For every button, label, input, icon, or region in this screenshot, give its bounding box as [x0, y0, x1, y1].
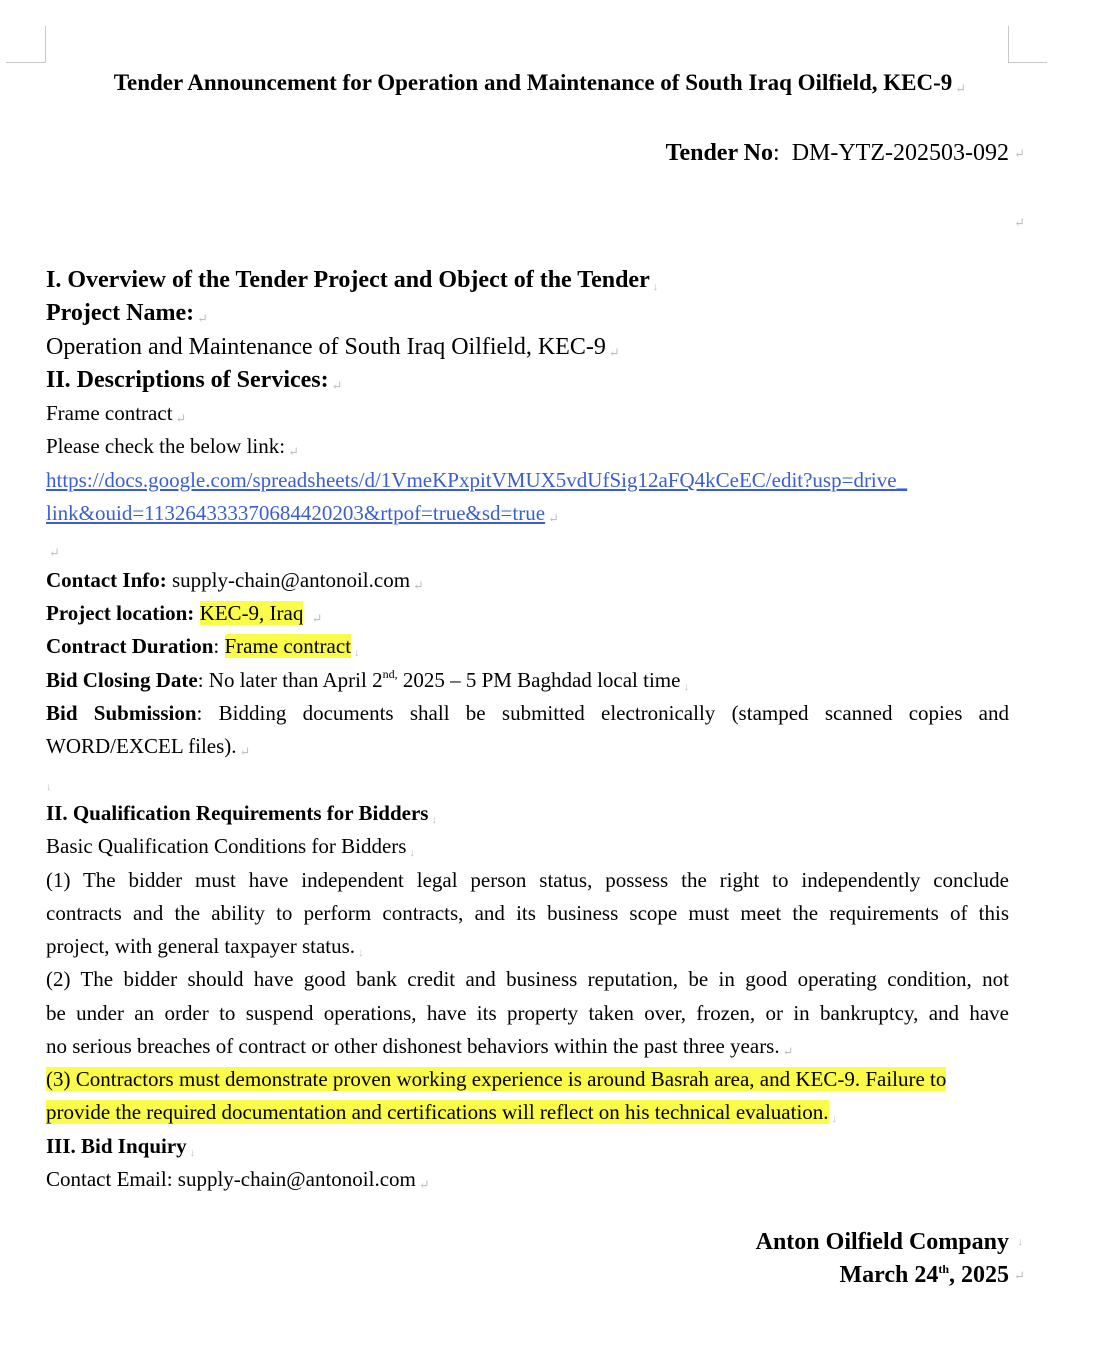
paragraph-mark-icon: ↵	[331, 378, 343, 393]
line-break-icon: ↓	[652, 281, 659, 293]
requirement-2-line-3: no serious breaches of contract or other dishonest behaviors within the past three years. ↵	[46, 1034, 794, 1059]
line-break-icon: ↓	[409, 847, 415, 859]
requirement-1-line-3: project, with general taxpayer status. ↓	[46, 934, 364, 959]
qualification-heading: II. Qualification Requirements for Bidders ↓	[46, 801, 437, 826]
paragraph-mark-icon: ↵	[288, 444, 299, 459]
signature-company: Anton Oilfield Company ↓	[46, 1226, 1009, 1259]
paragraph-mark-icon: ↵	[239, 744, 251, 759]
bid-closing-date: Bid Closing Date: No later than April $2^{nd,}$ 2025 – 5 PM Baghdad local time ↓	[46, 667, 689, 693]
signature-date: March 24th, 2025 ↵	[46, 1259, 1009, 1292]
bid-submission-line-1: Bid Submission: Bidding documents shall be submitted electronically (stamped scanned copies and	[46, 701, 1009, 725]
spreadsheet-link-line-1[interactable]: https://docs.google.com/spreadsheets/d/1VmeKPxpitVMUX5vdUfSig12aFQ4kCeEC/edit?usp=drive_	[46, 468, 908, 492]
paragraph-mark-icon: ↵	[782, 1044, 794, 1059]
paragraph-mark-icon: ↵	[1014, 215, 1025, 230]
requirement-2-line-1: (2) The bidder should have good bank credit and business reputation, be in good operating condition, not	[46, 967, 1009, 991]
qualification-subheading: Basic Qualification Conditions for Bidders ↓	[46, 834, 415, 859]
paragraph-mark-icon: ↵	[311, 611, 323, 626]
contact-info: Contact Info: supply-chain@antonoil.com ↵	[46, 568, 424, 593]
section-services-heading: II. Descriptions of Services: ↵	[46, 367, 343, 393]
tender-number: Tender No: DM-YTZ-202503-092 ↵	[46, 137, 1009, 170]
requirement-3-line-2: provide the required documentation and certifications will reflect on his technical evaluation. ↓	[46, 1100, 838, 1125]
paragraph-mark-icon: ↵	[608, 345, 620, 360]
line-break-icon: ↓	[431, 814, 437, 826]
project-name-value: Operation and Maintenance of South Iraq Oilfield, KEC-9 ↵	[46, 334, 620, 360]
paragraph-mark-icon: ↵	[1014, 1268, 1025, 1283]
paragraph-mark-icon: ↵	[548, 511, 559, 526]
section-overview-heading: I. Overview of the Tender Project and Object of the Tender ↓	[46, 267, 659, 293]
contract-duration: Contract Duration: Frame contract ↓	[46, 634, 360, 659]
line-break-icon: ↓	[831, 1113, 838, 1125]
paragraph-mark-icon: ↵	[955, 81, 967, 96]
contact-email: Contact Email: supply-chain@antonoil.com ↵	[46, 1167, 430, 1192]
requirement-2-line-2: be under an order to suspend operations, have its property taken over, frozen, or in bankruptcy, and have	[46, 1001, 1009, 1025]
crop-mark-top-right	[1008, 26, 1047, 63]
line-break-icon: ↓	[46, 781, 52, 793]
requirement-1-line-2: contracts and the ability to perform contracts, and its business scope must meet the requirements of this	[46, 901, 1009, 925]
project-name-label: Project Name: ↵	[46, 300, 209, 326]
paragraph-mark-icon: ↵	[418, 1177, 430, 1192]
bid-inquiry-heading: III. Bid Inquiry ↓	[46, 1134, 196, 1159]
paragraph-mark-icon: ↵	[49, 545, 60, 560]
bid-submission-line-2: WORD/EXCEL files). ↵	[46, 734, 251, 759]
check-link-text: Please check the below link: ↵	[46, 434, 299, 459]
paragraph-mark-icon: ↵	[175, 411, 187, 426]
crop-mark-top-left	[6, 26, 46, 63]
line-break-icon: ↓	[1017, 1236, 1023, 1248]
services-frame-contract: Frame contract ↵	[46, 401, 187, 426]
paragraph-mark-icon: ↵	[197, 311, 209, 326]
paragraph-mark-icon: ↵	[1014, 146, 1025, 161]
requirement-3-line-1: (3) Contractors must demonstrate proven working experience is around Basrah area, and KEC-9. Failure to	[46, 1067, 947, 1091]
project-location: Project location: KEC-9, Iraq ↵	[46, 601, 323, 626]
paragraph-mark-icon: ↵	[413, 578, 424, 593]
spreadsheet-link-line-2[interactable]: link&ouid=113264333370684420203&rtpof=true&sd=true ↵	[46, 501, 559, 526]
requirement-1-line-1: (1) The bidder must have independent legal person status, possess the right to independently conclude	[46, 868, 1009, 892]
line-break-icon: ↓	[358, 947, 364, 959]
document-title: Tender Announcement for Operation and Maintenance of South Iraq Oilfield, KEC-9 ↵	[113, 70, 967, 96]
line-break-icon: ↓	[189, 1147, 196, 1159]
line-break-icon: ↓	[354, 647, 360, 659]
line-break-icon: ↓	[683, 681, 689, 693]
